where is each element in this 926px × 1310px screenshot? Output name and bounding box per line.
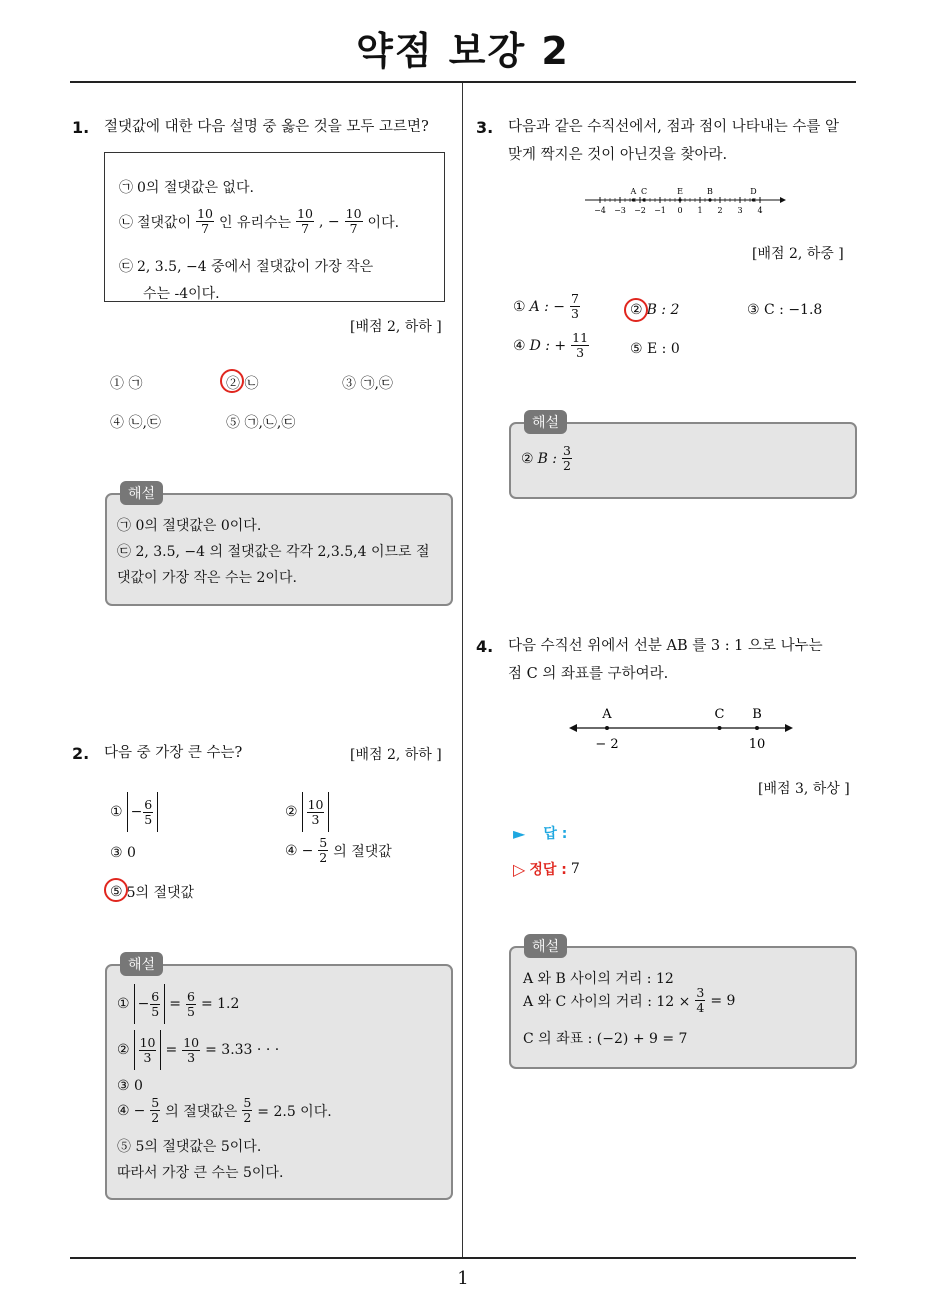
q1-s2-mid: 인 유리수는 bbox=[219, 214, 292, 231]
q2-option-2[interactable]: ② $\frac{10}{3}$ bbox=[285, 792, 329, 832]
q3-tick-label: 0 bbox=[677, 206, 683, 215]
q3-point-label-b: B bbox=[707, 187, 713, 196]
q2-solution-box bbox=[105, 964, 453, 1200]
q3-point-label-d: D bbox=[750, 187, 757, 196]
q2-option-4[interactable]: ④ − $\frac{5}{2}$ 의 절댓값 bbox=[285, 835, 392, 865]
q3-solution-tab: 해설 bbox=[524, 410, 567, 434]
q4-meta: [배점 3, 하상 ] bbox=[758, 781, 850, 797]
q1-s2-mark: ㉡ bbox=[119, 214, 133, 231]
q3-point-label-c: C bbox=[640, 187, 648, 196]
q3-tick-label: 3 bbox=[737, 206, 743, 215]
q3-option-1[interactable]: ① A : − $\frac{7}{3}$ bbox=[513, 291, 579, 321]
q4-answer-label: 답 : bbox=[543, 826, 568, 842]
q1-s2-post: 이다. bbox=[367, 214, 400, 231]
q4-point-a bbox=[605, 726, 609, 730]
footer-rule bbox=[70, 1257, 856, 1259]
header-rule bbox=[70, 81, 856, 83]
q3-point-b bbox=[708, 198, 711, 201]
q1-s3-line1: 2, 3.5, −4 중에서 절댓값이 가장 작은 bbox=[137, 259, 374, 275]
q4-number-line bbox=[565, 700, 801, 760]
q1-solution-box bbox=[105, 493, 453, 606]
q4-value-label-a: − 2 bbox=[595, 737, 619, 752]
q1-statement-2 bbox=[119, 207, 399, 236]
q2-meta: [배점 2, 하하 ] bbox=[350, 747, 442, 763]
q4-correct-row bbox=[513, 859, 580, 879]
q4-solution-box bbox=[509, 946, 857, 1069]
q1-s2-fraction-3: $\frac{10}{7}$ bbox=[345, 206, 362, 236]
q1-option-4[interactable]: ④ ㉡,㉢ bbox=[110, 415, 161, 431]
q3-tick-label: −3 bbox=[614, 206, 626, 215]
q3-tick-label: 4 bbox=[757, 206, 763, 215]
q1-number: 1. bbox=[72, 118, 90, 137]
q4-point-label-b: B bbox=[752, 707, 762, 722]
q3-meta: [배점 2, 하중 ] bbox=[752, 246, 844, 262]
q4-axis-arrow-right bbox=[785, 724, 793, 732]
q4-correct-value: 7 bbox=[570, 861, 580, 877]
q3-point-label-e: E bbox=[677, 187, 683, 196]
q4-solution-line-1: A 와 B 사이의 거리 : 12 bbox=[523, 971, 674, 987]
q4-number: 4. bbox=[476, 637, 494, 656]
q4-solution-line-2: A 와 C 사이의 거리 : 12 × $\frac{3}{4}$ = 9 bbox=[523, 985, 736, 1015]
q2-question: 다음 중 가장 큰 수는? bbox=[104, 745, 243, 761]
q1-s2-pre: 절댓값이 bbox=[137, 214, 192, 231]
q1-option-5[interactable]: ⑤ ㉠,㉡,㉢ bbox=[226, 415, 296, 431]
q2-number: 2. bbox=[72, 744, 90, 763]
q4-point-label-a: A bbox=[602, 707, 612, 722]
q1-s1-mark: ㉠ bbox=[119, 180, 133, 196]
q1-statement-box bbox=[104, 152, 445, 302]
q3-number: 3. bbox=[476, 118, 494, 137]
q2-opt2-absolute: $\frac{10}{3}$ bbox=[302, 792, 330, 832]
q1-option-3[interactable]: ③ ㉠,㉢ bbox=[342, 376, 393, 392]
q3-selected-circle bbox=[624, 298, 648, 322]
q3-point-a bbox=[632, 198, 635, 201]
q3-solution-line-1: ② B : $\frac{3}{2}$ bbox=[521, 443, 571, 473]
q3-point-d bbox=[752, 198, 755, 201]
q2-option-5[interactable]: ⑤ 5의 절댓값 bbox=[110, 884, 195, 901]
outline-arrow-icon: ▷ bbox=[513, 859, 526, 879]
q3-option-3[interactable]: ③ C : −1.8 bbox=[747, 302, 823, 318]
q3-tick-label: −4 bbox=[594, 206, 606, 215]
q3-tick-label: −1 bbox=[654, 206, 666, 215]
q3-option-4[interactable]: ④ D : + $\frac{11}{3}$ bbox=[513, 330, 589, 360]
q2-solution-line-2: ② $\frac{10}{3}$ = $\frac{10}{3}$ = 3.33 · · · bbox=[117, 1030, 279, 1070]
q1-s1-text: 0의 절댓값은 없다. bbox=[137, 180, 254, 196]
q3-point-label-a: A bbox=[630, 187, 637, 196]
q3-tick-label: 1 bbox=[697, 206, 703, 215]
q2-solution-tab: 해설 bbox=[120, 952, 163, 976]
q1-statement-1 bbox=[119, 177, 254, 197]
q1-s3-line2: 수는 -4이다. bbox=[143, 286, 220, 302]
column-divider bbox=[462, 83, 463, 1257]
q2-solution-line-1: ① − $\frac{6}{5}$ = $\frac{6}{5}$ = 1.2 bbox=[117, 984, 239, 1024]
q1-option-2[interactable]: ② ㉡ bbox=[226, 376, 259, 392]
q2-solution-line-3: ③ 0 bbox=[117, 1078, 143, 1094]
q3-tick-label: −2 bbox=[634, 206, 646, 215]
q3-point-c bbox=[642, 198, 645, 201]
q4-point-b bbox=[755, 726, 759, 730]
q3-option-2[interactable]: ② B : 2 bbox=[630, 302, 680, 318]
q3-question-line-1: 다음과 같은 수직선에서, 점과 점이 나타내는 수를 알 bbox=[508, 119, 840, 135]
q3-point-e bbox=[678, 198, 681, 201]
q2-option-3[interactable]: ③ 0 bbox=[110, 845, 136, 861]
q4-answer-row bbox=[513, 823, 567, 843]
q4-value-label-b: 10 bbox=[748, 737, 766, 752]
q3-tick-label: 2 bbox=[717, 206, 723, 215]
play-arrow-icon: ► bbox=[513, 823, 526, 843]
q3-question-line-2: 맞게 짝지은 것이 아닌것을 찾아라. bbox=[508, 147, 728, 163]
q3-axis-arrow bbox=[780, 197, 786, 203]
q4-solution-tab: 해설 bbox=[524, 934, 567, 958]
q3-number-line bbox=[580, 180, 790, 220]
q1-solution-tab: 해설 bbox=[120, 481, 163, 505]
q4-question-line-2: 점 C 의 좌표를 구하여라. bbox=[508, 666, 669, 682]
q4-correct-label: 정답 : bbox=[529, 862, 567, 878]
q1-s3-mark: ㉢ bbox=[119, 259, 133, 275]
q1-s2-sep: , − bbox=[319, 213, 340, 230]
q1-s2-fraction-2: $\frac{10}{7}$ bbox=[297, 206, 313, 236]
q1-option-1[interactable]: ① ㉠ bbox=[110, 376, 143, 392]
q1-solution-line-1: ㉠ 0의 절댓값은 0이다. bbox=[117, 518, 262, 534]
q4-point-label-c: C bbox=[714, 707, 725, 722]
q4-question-line-1: 다음 수직선 위에서 선분 AB 를 3 : 1 으로 나누는 bbox=[508, 638, 823, 654]
q1-statement-3 bbox=[119, 256, 373, 276]
q1-selected-circle bbox=[220, 369, 244, 393]
q1-question: 절댓값에 대한 다음 설명 중 옳은 것을 모두 고르면? bbox=[104, 119, 429, 135]
page-title: 약점 보강 2 bbox=[356, 29, 570, 73]
q2-solution-line-4: ④ − $\frac{5}{2}$ 의 절댓값은 $\frac{5}{2}$ = 2.5 이다. bbox=[117, 1095, 332, 1125]
q2-opt1-absolute: − $\frac{6}{5}$ bbox=[127, 792, 159, 832]
q1-solution-line-3: 댓값이 가장 작은 수는 2이다. bbox=[117, 570, 297, 586]
q1-s2-fraction: $\frac{10}{7}$ bbox=[197, 206, 214, 236]
q2-selected-circle bbox=[104, 878, 128, 902]
q4-solution-line-3: C 의 좌표 : (−2) + 9 = 7 bbox=[523, 1031, 688, 1047]
q4-point-c bbox=[718, 726, 722, 730]
page-number: 1 bbox=[457, 1268, 469, 1289]
q1-meta: [배점 2, 하하 ] bbox=[350, 319, 442, 335]
q1-solution-line-2: ㉢ 2, 3.5, −4 의 절댓값은 각각 2,3.5,4 이므로 절 bbox=[117, 544, 430, 560]
q2-option-1[interactable]: ① − $\frac{6}{5}$ bbox=[110, 792, 158, 832]
q2-solution-line-5: ⑤ 5의 절댓값은 5이다. bbox=[117, 1139, 262, 1155]
q3-option-5[interactable]: ⑤ E : 0 bbox=[630, 341, 680, 357]
q2-solution-line-6: 따라서 가장 큰 수는 5이다. bbox=[117, 1165, 284, 1181]
q4-axis-arrow-left bbox=[569, 724, 577, 732]
